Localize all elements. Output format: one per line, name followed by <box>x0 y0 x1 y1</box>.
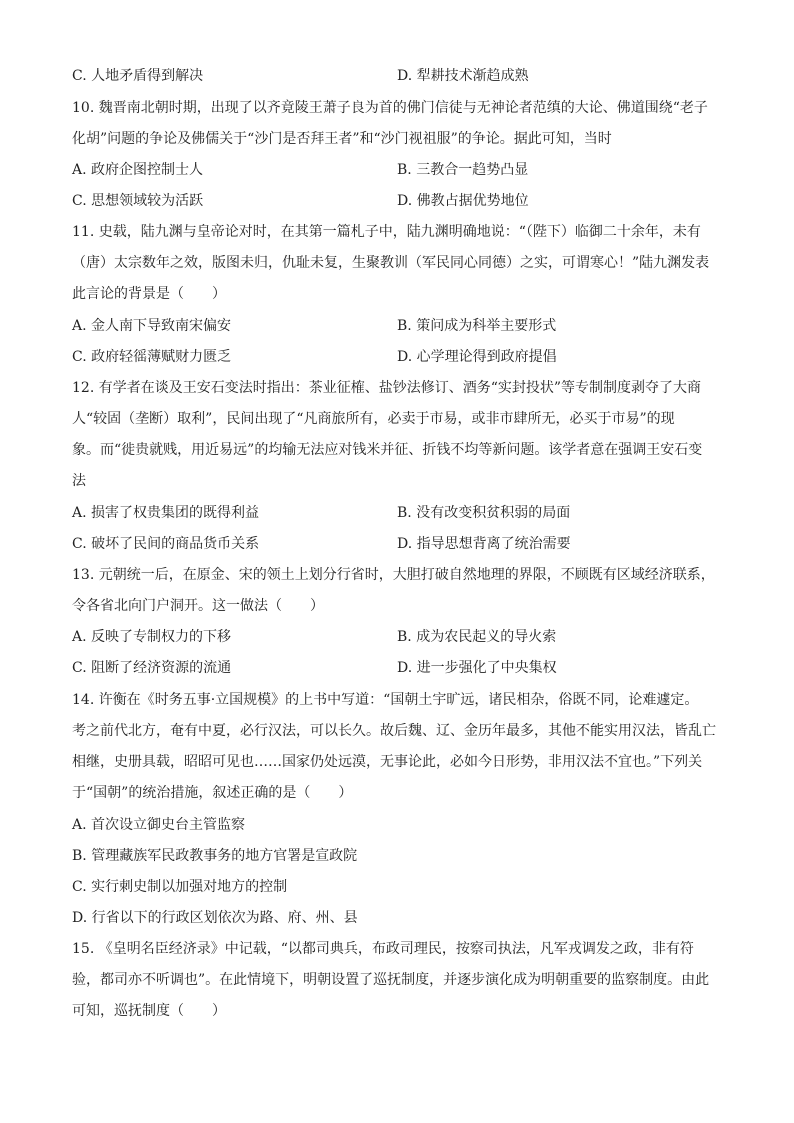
q11-option-c: C. 政府轻徭薄赋财力匮乏 <box>72 349 232 365</box>
q9-option-d: D. 犁耕技术渐趋成熟 <box>397 68 529 84</box>
q10-option-c: C. 思想领域较为活跃 <box>72 193 204 209</box>
q13-option-c: C. 阻断了经济资源的流通 <box>72 660 232 676</box>
q10-stem-line-2: 化胡”问题的争论及佛儒关于“沙门是否拜王者”和“沙门视祖服”的争论。据此可知，当时 <box>72 131 612 147</box>
q11-option-d: D. 心学理论得到政府提倡 <box>397 349 557 365</box>
q12-option-b: B. 没有改变积贫积弱的局面 <box>397 505 571 521</box>
q13-option-a: A. 反映了专制权力的下移 <box>72 629 232 645</box>
q11-option-b: B. 策问成为科举主要形式 <box>397 318 557 334</box>
q13-option-d: D. 进一步强化了中央集权 <box>397 660 557 676</box>
q15-stem-line-3: 可知，巡抚制度（ ） <box>72 1003 226 1019</box>
q14-option-b: B. 管理藏族军民政教事务的地方官署是宣政院 <box>72 848 358 864</box>
q11-stem-line-1: 11. 史载，陆九渊与皇帝论对时，在其第一篇札子中，陆九渊明确地说：“（陛下）临御二十余年，未有 <box>72 224 701 240</box>
q13-stem-line-2: 令各省北向门户洞开。这一做法（ ） <box>72 598 324 614</box>
q10-option-a: A. 政府企图控制士人 <box>72 162 204 178</box>
q12-stem-line-1: 12. 有学者在谈及王安石变法时指出：茶业征榷、盐钞法修订、酒务“实封投状”等专制制度剥夺了大商 <box>72 380 702 396</box>
q12-option-a: A. 损害了权贵集团的既得利益 <box>72 505 260 521</box>
q11-stem-line-2: （唐）太宗数年之效，版图未归，仇耻未复，生聚教训（军民同心同德）之实，可谓寒心！”陆九渊发表 <box>72 255 710 271</box>
q12-option-d: D. 指导思想背离了统治需要 <box>397 536 571 552</box>
q12-stem-line-2: 人“较固（垄断）取利”，民间出现了“凡商旅所有，必卖于市易，或非市肆所无，必买于市易”的现 <box>72 411 675 427</box>
q9-option-c: C. 人地矛盾得到解决 <box>72 68 204 84</box>
q10-stem-line-1: 10. 魏晋南北朝时期，出现了以齐竟陵王萧子良为首的佛门信徒与无神论者范缜的大论、佛道围绕“老子 <box>72 100 708 116</box>
q10-option-b: B. 三教合一趋势凸显 <box>397 162 529 178</box>
q14-stem-line-1: 14. 许衡在《时务五事·立国规模》的上书中写道：“国朝土宇旷远，诸民相杂，俗既不同，论难遽定。 <box>72 692 699 708</box>
q15-stem-line-1: 15. 《皇明名臣经济录》中记载，“以都司典兵，布政司理民，按察司执法，凡军戎调发之政，非有符 <box>72 941 694 957</box>
q10-option-d: D. 佛教占据优势地位 <box>397 193 529 209</box>
q11-option-a: A. 金人南下导致南宋偏安 <box>72 318 232 334</box>
q14-option-d: D. 行省以下的行政区划依次为路、府、州、县 <box>72 910 358 926</box>
q13-option-b: B. 成为农民起义的导火索 <box>397 629 557 645</box>
q12-stem-line-4: 法 <box>72 473 86 489</box>
q14-stem-line-3: 相继，史册具载，昭昭可见也……国家仍处远漠，无事论此，必如今日形势，非用汉法不宜也。”下列关 <box>72 754 703 770</box>
q12-option-c: C. 破坏了民间的商品货币关系 <box>72 536 260 552</box>
q14-stem-line-4: 于“国朝”的统治措施，叙述正确的是（ ） <box>72 785 353 801</box>
q14-option-c: C. 实行刺史制以加强对地方的控制 <box>72 879 288 895</box>
q12-stem-line-3: 象。而“徙贵就贱，用近易远”的均输无法应对钱米并征、折钱不均等新问题。该学者意在强调王安石变 <box>72 442 703 458</box>
q13-stem-line-1: 13. 元朝统一后，在原金、宋的领土上划分行省时，大胆打破自然地理的界限，不顾既有区域经济联系， <box>72 567 715 583</box>
q14-option-a: A. 首次设立御史台主管监察 <box>72 817 246 833</box>
q11-stem-line-3: 此言论的背景是（ ） <box>72 286 226 302</box>
q15-stem-line-2: 验，都司亦不听调也”。在此情境下，明朝设置了巡抚制度，并逐步演化成为明朝重要的监察制度。由此 <box>72 972 710 988</box>
q14-stem-line-2: 考之前代北方，奄有中夏，必行汉法，可以长久。故后魏、辽、金历年最多，其他不能实用汉法，皆乱亡 <box>72 723 716 739</box>
